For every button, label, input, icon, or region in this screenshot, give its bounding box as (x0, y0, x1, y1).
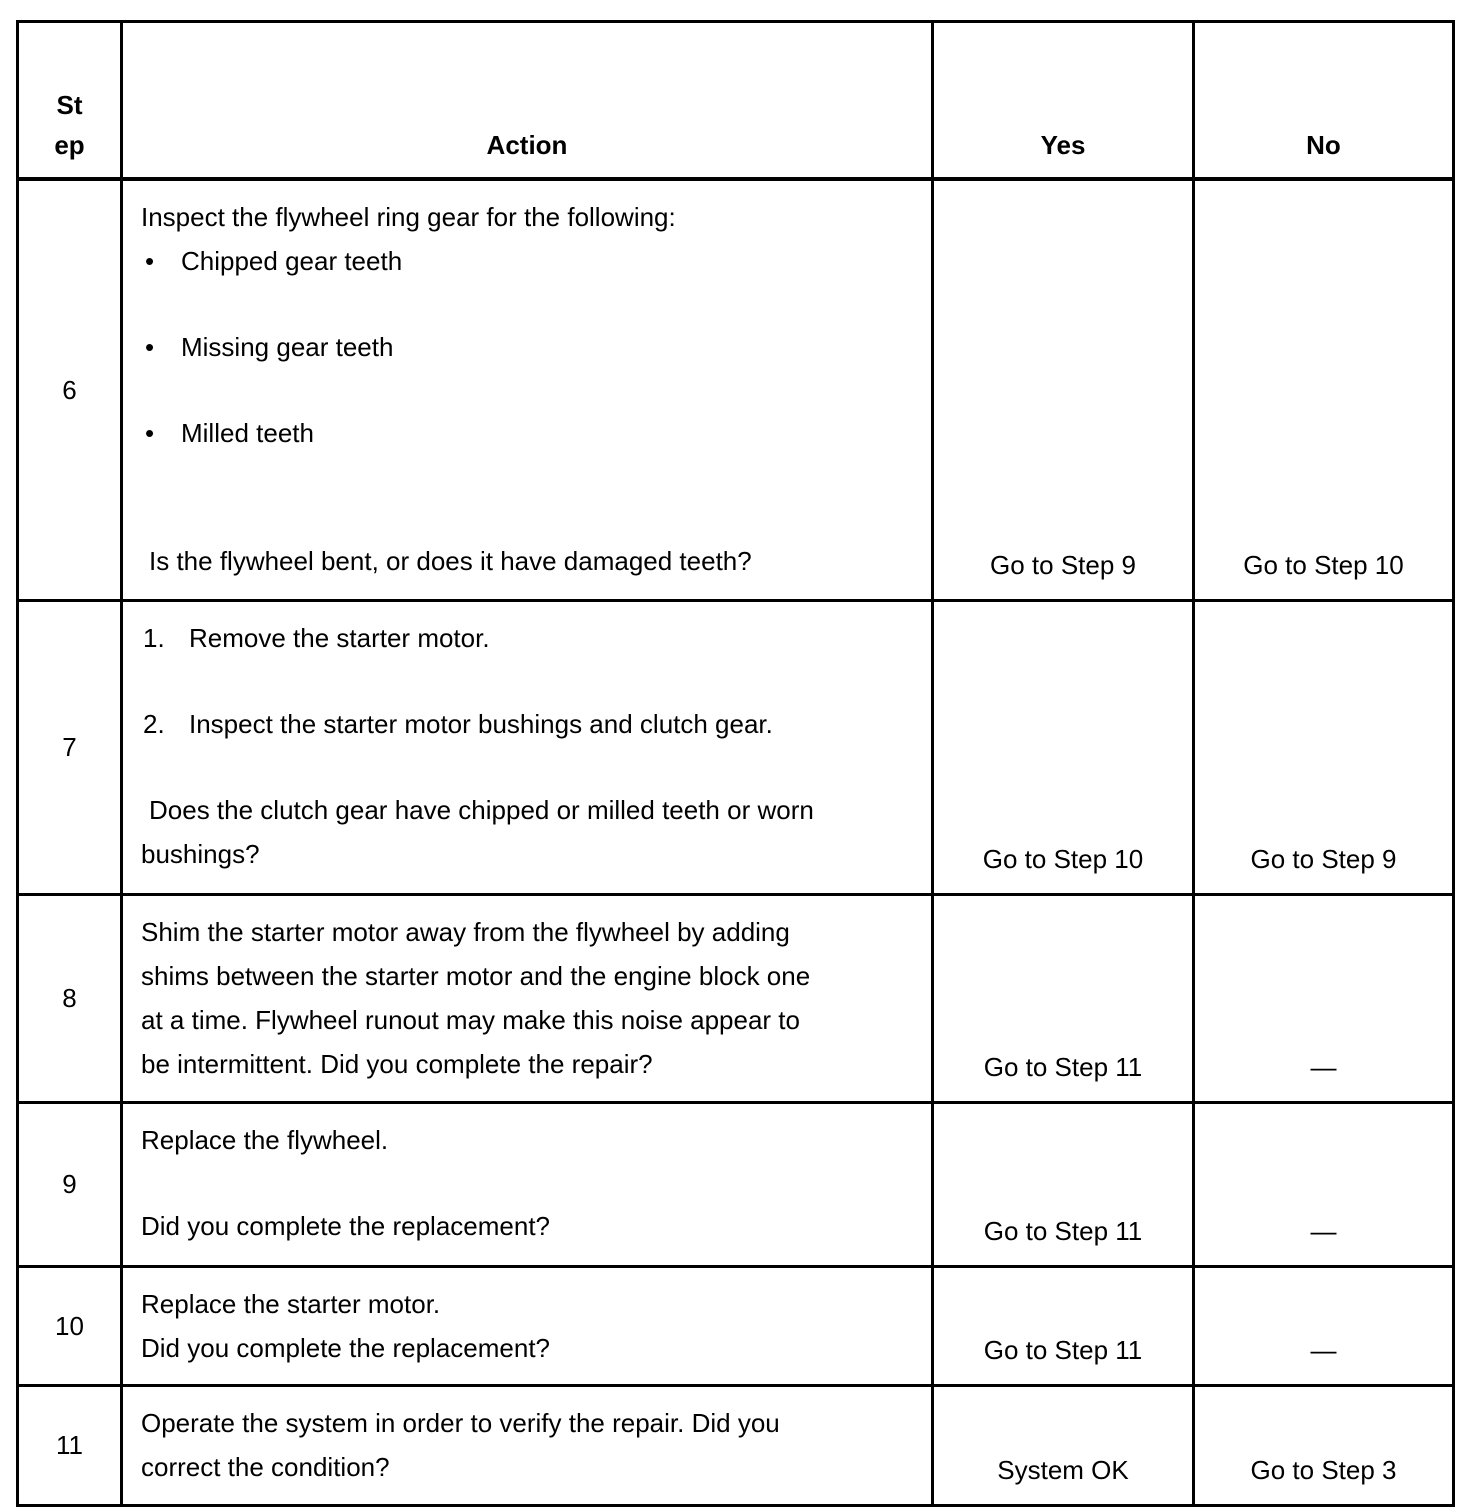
yes-cell: Go to Step 9 (933, 179, 1194, 600)
yes-cell: Go to Step 10 (933, 600, 1194, 894)
no-cell: — (1194, 1266, 1454, 1385)
table-row (18, 1102, 1454, 1266)
table-header-row (18, 22, 1454, 180)
step-number: 8 (18, 894, 122, 1102)
step-number: 10 (18, 1266, 122, 1385)
header-step: St ep (18, 22, 122, 180)
no-cell: Go to Step 3 (1194, 1385, 1454, 1505)
numbered-item: 1. Remove the starter motor. (143, 622, 490, 653)
step-number: 7 (18, 600, 122, 894)
action-cell (122, 1102, 933, 1266)
no-cell: Go to Step 10 (1194, 179, 1454, 600)
action-line: at a time. Flywheel runout may make this noise appear to (141, 1004, 800, 1035)
numbered-item: 2. Inspect the starter motor bushings and clutch gear. (143, 708, 773, 739)
action-line: be intermittent. Did you complete the repair? (141, 1048, 653, 1079)
no-cell: — (1194, 1102, 1454, 1266)
table-row (18, 600, 1454, 894)
table-row (18, 1266, 1454, 1385)
header-yes: Yes (933, 22, 1194, 180)
step-number: 6 (18, 179, 122, 600)
action-cell (122, 1266, 933, 1385)
header-no: No (1194, 22, 1454, 180)
action-line: shims between the starter motor and the engine block one (141, 960, 811, 991)
bullet-item: • Milled teeth (145, 418, 314, 448)
action-cell (122, 894, 933, 1102)
table-row (18, 179, 1454, 600)
diagnostic-table (16, 20, 1455, 1507)
action-cell (122, 179, 933, 600)
table-row (18, 1385, 1454, 1505)
action-question: Does the clutch gear have chipped or milled teeth or worn (149, 794, 814, 825)
action-line: Shim the starter motor away from the flywheel by adding (141, 916, 790, 947)
bullet-item: • Missing gear teeth (145, 332, 394, 362)
action-line: Operate the system in order to verify the repair. Did you (141, 1407, 780, 1438)
bullet-item: • Chipped gear teeth (145, 246, 403, 276)
yes-cell: System OK (933, 1385, 1194, 1505)
yes-cell: Go to Step 11 (933, 894, 1194, 1102)
yes-cell: Go to Step 11 (933, 1102, 1194, 1266)
action-question-cont: bushings? (141, 838, 260, 869)
action-line: Replace the starter motor. (141, 1288, 441, 1319)
action-cell (122, 600, 933, 894)
no-cell: — (1194, 894, 1454, 1102)
action-cell (122, 1385, 933, 1505)
step-number: 9 (18, 1102, 122, 1266)
action-question: Is the flywheel bent, or does it have damaged teeth? (149, 546, 752, 576)
action-line: Did you complete the replacement? (141, 1332, 551, 1363)
no-cell: Go to Step 9 (1194, 600, 1454, 894)
action-intro: Inspect the flywheel ring gear for the following: (141, 202, 676, 232)
action-line: correct the condition? (141, 1451, 390, 1482)
yes-cell: Go to Step 11 (933, 1266, 1194, 1385)
step-number: 11 (18, 1385, 122, 1505)
action-line: Did you complete the replacement? (141, 1210, 551, 1241)
table-row (18, 894, 1454, 1102)
action-line: Replace the flywheel. (141, 1124, 389, 1155)
header-action: Action (122, 22, 933, 180)
